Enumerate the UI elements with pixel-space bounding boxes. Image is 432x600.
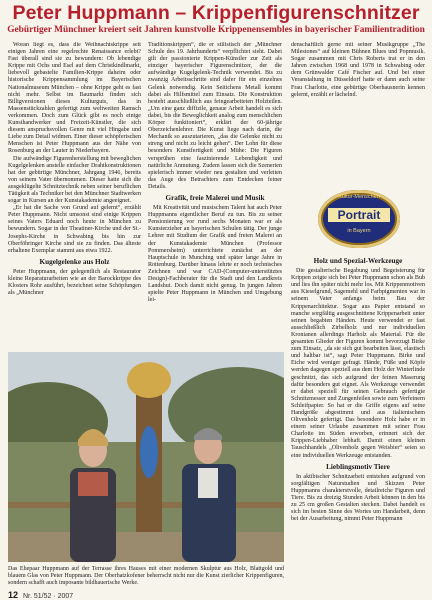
couple-photo xyxy=(8,352,284,562)
photo-caption: Das Ehepaar Huppmann auf der Terrasse ihres Hauses mit einer modernen Skulptur aus Holz, Blattgold und blauem Glas von Peter Huppmann. Der Oberhatzkofener beherrscht nicht nur die Kunst zierlicher Krippenfiguren, sondern schafft auch imposante bildhauerische Werke. xyxy=(8,566,284,586)
column-1 xyxy=(8,42,141,351)
paragraph: denschaftlich gerne mit seiner Musikgruppe „The Milestones“ auf kleinen Bühnen Blues und Popmusik. Sogar zusammen mit Chris Roberts trat er in den Jahren zwischen 1968 und 1978 in Schwabing oder dem Grünwalder Café Fischer auf. Und bei einer Veranstaltung in Düsseldorf hatte er dann auch seine Frau Charlotte, eine gebürtige Oberhausnerin kennen gelernt, erzählt er lächelnd. xyxy=(291,42,425,98)
section-heading: Holz und Spezial-Werkzeuge xyxy=(313,257,403,265)
badge-tail-text: in Bayern xyxy=(347,228,371,234)
column-3-bottom xyxy=(291,254,425,591)
paragraph: Mit Kreativität und musischem Talent hat auch Peter Huppmanns eigentlicher Beruf zu tun. Bis zu seiner Pensionierung vor rund sechs Monaten war er als Kunsterzieher an bayerischen Schulen tätig. Der junge Lehrer mit Studium der Grafik und freien Malerei an der Kunstakademie München (Professor Pommersheim) unterrichtete zunächst an der Hauptschule in Munching und später lange Jahre in Rottenburg. Darüber hinaus lehrte er noch technisches Zeichnen und war CAD-(Computer-unterstütztes Design)-Fachberater für die Stadt und den Landkreis Landshut. Doch damit nicht genug. In jungen Jahren spielte Peter Huppmann in München und Umgebung lei- xyxy=(148,205,282,304)
paragraph: Die gestalterische Begabung und Begeisterung für Krippen zeigte sich bei Peter Huppmann schon als Bub und lies ihn später nicht mehr los. Mit Krippenmotiven aus Kieselgrund, Sagemehl und Farbpigmenten war in seinem Vater anfangs beim Bau der Krippenarchitektur. Sogar aus Papier entstand so manche sorgfältig ausgeschnittene Krippenarbeit unter seinen begabten Händen. Heute verwendet er fast ausschließlich Zirbelholz und nur individuellen Kronianen allerdings Harholz als Material. Für die gesamten Glieder der Figuren kommt bevorzugt Birke zum Einsatz, „da sie sich gut bearbeiten lässt, elastisch und haltbar ist“, sagt Peter Huppmann. Birke und Eiche wird weniger gefragt. Hände, Füße und Köpfe werden dagegen speziell aus dem Holz der Winterlinde geschnitzt, das sich aufgrund der feinen Maserung dafür besonders gut eignet. Als Werkzeuge verwendet er dabei speziell für seinen Gebrauch gefertigte Schnitzmesser und Zungenfeilen sowie zum Verfeinern Schleifpapier. So hat er die Griffe eigens auf seine Handgröße abgestimmt und aus italienischem Olivenholz gefertigt. Das besondere Holz habe er in einem seiner Urlaube zusammen mit seiner Frau Charlotte im Süden erworben, erinnert sich der Krippen-Liebhaber lebhaft. Damit einen kleinen Tauschhandels „Olivenholz gegen Weisbier“ seien so eine individuellen Werkzeuge entstanden. xyxy=(291,268,425,459)
section-heading: Grafik, freie Malerei und Musik xyxy=(165,193,265,202)
badge-word: Portrait xyxy=(328,208,390,222)
paragraph: „Er hat die Sache von Grund auf gelernt“, erzählt Peter Huppmann. Nicht umsonst sind einige Krippen seines Vaters Eduard noch heute in München zu bewundern. Sogar in der Theatiner-Kirche und der St.-Josephs-Kirche in Schwabing bis hin zur Oberföhringer Kirche sind sie zu finden. Das älteste erhaltene Exemplar stammt aus etwa 1922. xyxy=(8,205,141,254)
paragraph: Peter Huppmann, der gelegentlich als Restaurator kleine Reparaturarbeiten wie an der Barockkrippe des Klosters Rohr ausführt, bezeichnet seine Schöpfungen als „Münchner xyxy=(8,268,141,297)
paragraph: In aktibischer Schnitzarbeit entstehen aufgrund von sorgfältigen Naturstudien und Skizzen Peter Huppmanns charakterstvolle, detailreiche Figuren und Tiere. Bis zu dreizig Stunden Arbeit können in den bis zu 25 cm großen Gestalten stecken. Dabei handelt es sich im besten Sinne des Wortes um Handarbeit, denn bei der Ausarbeitung, nimmt Peter Huppmann xyxy=(291,473,425,523)
page-footer xyxy=(8,590,73,600)
paragraph: Die aufwändige Figurenherstellung mit beweglichen Kugelgelenken anstelle einfacher Drahtkonstruktionen hat der gebürtige Münchner, Jahrgang 1946, bereits von seinem Vater übernommen. Dieser hatte sich die ausgeklügelte Schnitztechnik neben seiner beruflichen Tätigkeit als Techniker bei den Münchner Stadtwerken sogar in Kursen an der Kunstakademie angeeignet. xyxy=(8,155,141,205)
page-number: 12 xyxy=(8,590,19,600)
article-subheadline: Gebürtiger Münchner kreiert seit Jahren kunstvolle Krippenensembles in bayerischer Familientradition xyxy=(7,25,425,35)
section-heading: Lieblingsmotiv Tiere xyxy=(326,462,390,471)
issue-info: Nr. 51/52 · 2007 xyxy=(22,593,74,600)
badge-ring-text: Kultur-Menschen xyxy=(338,194,380,200)
paragraph: Traditionskrippen“, die er stilistisch der „Münchner Schule des 19. Jahrhunderts“ verpflichtet sieht. Dabei gilt der passionierte Krippen-Künstler zur Zeit als einziger bayerischer Figurenschnitzer, der die aufwändige Kugelgelenk-Technik verwendet. Bis zu zwanzig Arbeitsschritte sind dafer für ein einzelnes Gelenk notwendig. Kein Seitichens Metall kommt dabei als Hilfsmittel zum Einsatz. Die Konstruktion besteht ausschließlich aus feingearbeiteten Holzteilen. „Um eine ganz diffizile, genaue Arbeit handelt es sich dabei, bis die Beweglichkeit analog zum menschlichen Körper funktioniert“, erklärt der 60-jährige Oberzeichenlehrer. Die Kunst liege nach darin, die Mechanik so auszutarieren, „das die Gelenke nicht zu streng und nicht zu leicht gehen“. Der Lohn für diese besonders Kunstfertigkeit und Mühe: Die Figuren versprühen eine faszinierende Lebendigkeit und natürliche Anmutung. Zudem lassen sich die Szenerien spielerisch immer wieder neu gestalten und verleiten das Auge des Betrachters zum Entdecken feiner Details. xyxy=(148,42,282,190)
column-2 xyxy=(148,42,282,351)
article-headline: Peter Huppmann – Krippenfigurenschnitzer xyxy=(12,2,420,24)
section-heading: Kugelgelenke aus Holz xyxy=(39,257,110,266)
portrait-badge xyxy=(318,190,400,248)
paragraph: Woran liegt es, dass die Weihnachtskrippe seit einigen Jahren eine regelrechte Renaissance erlebt? Fast überall sind sie zu bewundern: Ob lebendige Krippe mit Ochs und Esel auf dem Christkindlmarkt, liebevoll gebastelte Familien-Krippe daheim oder historische Krippensammlung im Bayerischen Nationalmuseum München – ohne Krippe geht es fast nicht mehr. Selbst im Baumarkt finden sich Billigversionen dieses Kulturguts, das in Massenstückzahlen gefertigt zum weltweiten Ramsch verkommen. Doch zum Glück gibt es noch einige Kunsthandwerker und Freizeit-Künstler, die sich diesem anspruchsvollen Genre mit viel Hingabe und Liebe zum Detail widmen. Einer dieser schöpferischen Menschen ist Peter Huppmann aus der Nähe von Rosenburg an der Lauter in Niederbayern. xyxy=(8,42,141,155)
column-3-top xyxy=(291,42,425,188)
photo-illustration xyxy=(8,352,284,562)
